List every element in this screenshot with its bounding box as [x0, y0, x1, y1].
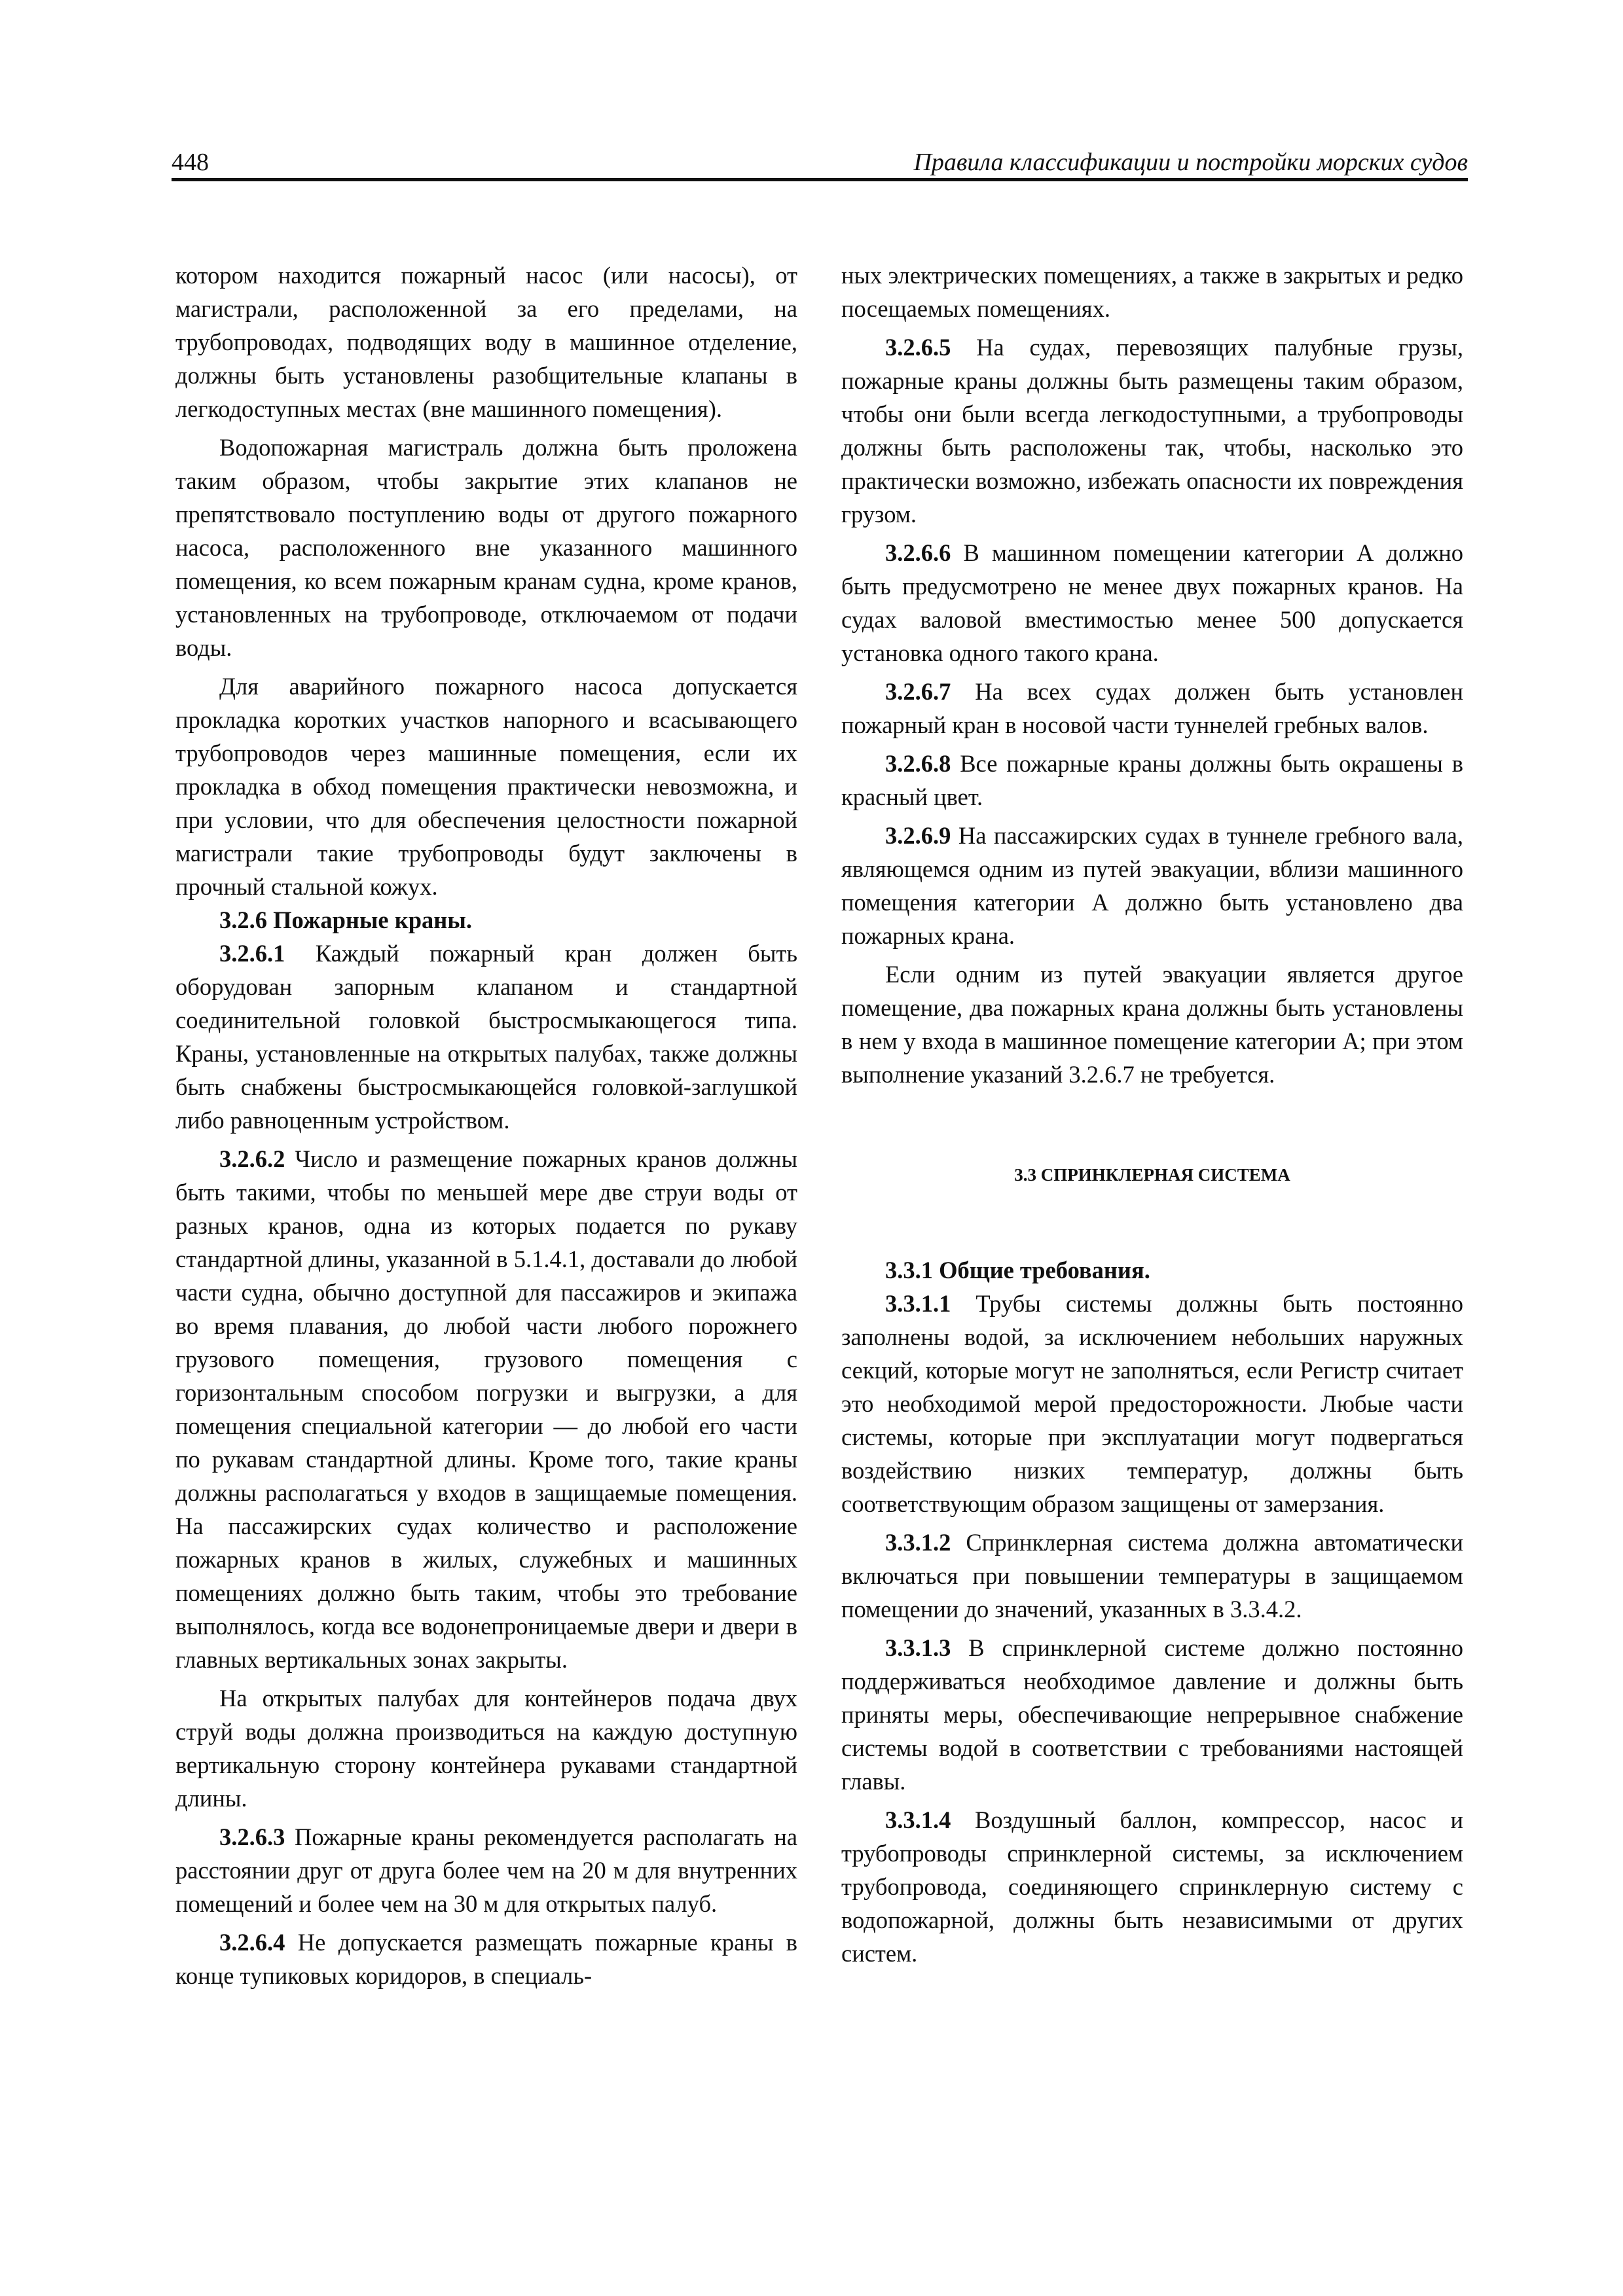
clause-3-2-6-6 — [841, 536, 1463, 670]
clause-number: 3.2.6.9 — [885, 822, 951, 849]
running-title: Правила классификации и постройки морских судов — [913, 149, 1468, 176]
right-column — [841, 259, 1463, 1970]
clause-3-2-6-2 — [175, 1142, 797, 1676]
clause-3-3-1-4 — [841, 1803, 1463, 1970]
paragraph: котором находится пожарный насос (или насосы), от магистрали, расположенной за его пределами, на трубопроводах, подводящих воду в машинное отделение, должны быть установлены разобщительные клапаны в легкодоступных местах (вне машинного помещения). — [175, 262, 797, 422]
page-number: 448 — [172, 149, 209, 176]
clause-text: Спринклерная система должна автоматически включаться при повышении температуры в защищаемом помещении до значений, указанных в 3.3.4.2. — [841, 1529, 1463, 1623]
clause-number: 3.2.6.5 — [885, 334, 951, 361]
clause-number: 3.2.6.3 — [219, 1823, 285, 1850]
clause-number: 3.2.6.4 — [219, 1929, 285, 1956]
section-heading-3-2-6: 3.2.6 Пожарные краны. — [219, 906, 472, 933]
clause-3-2-6-7 — [841, 675, 1463, 742]
clause-number: 3.2.6.8 — [885, 750, 951, 777]
clause-text: Пожарные краны рекомендуется располагать на расстоянии друг от друга более чем на 20 м для внутренних помещений и более чем на 30 м для открытых палуб. — [175, 1823, 797, 1917]
clause-number: 3.3.1.4 — [885, 1806, 951, 1833]
clause-text: В спринклерной системе должно постоянно поддерживаться необходимое давление и должны быть приняты меры, обеспечивающие непрерывное снабжение системы водой в соответствии с требованиями настоящей главы. — [841, 1634, 1463, 1795]
paragraph: ных электрических помещениях, а также в закрытых и редко посещаемых помещениях. — [841, 262, 1463, 322]
clause-3-3-1-3 — [841, 1631, 1463, 1798]
header-rule — [172, 178, 1468, 181]
clause-number: 3.2.6.1 — [219, 940, 285, 967]
clause-text: На судах, перевозящих палубные грузы, пожарные краны должны быть размещены таким образом, чтобы они были всегда легкодоступными, а трубопроводы должны быть расположены так, чтобы, насколько это практически возможно, избежать опасности их повреждения грузом. — [841, 334, 1463, 528]
clause-text: В машинном помещении категории А должно быть предусмотрено не менее двух пожарных кранов. На судах валовой вместимостью менее 500 допускается установка одного такого крана. — [841, 539, 1463, 666]
clause-3-2-6-1 — [175, 937, 797, 1137]
clause-number: 3.3.1.2 — [885, 1529, 951, 1556]
clause-3-2-6-8 — [841, 747, 1463, 814]
clause-number: 3.2.6.2 — [219, 1145, 285, 1172]
clause-text: Число и размещение пожарных кранов должны быть такими, чтобы по меньшей мере две струи воды от разных кранов, одна из которых подается по рукаву стандартной длины, указанной в 5.1.4.1, доставали до любой части судна, обычно доступной для пассажиров и экипажа во время плавания, до любой части любого порожнего грузового помещения, грузового помещения с горизонтальным способом погрузки и выгрузки, а для помещения специальной категории — до любой его части по рукавам стандартной длины. Кроме того, такие краны должны располагаться у входов в защищаемые помещения. На пассажирских судах количество и расположение пожарных кранов в жилых, служебных и машинных помещениях должно быть таким, чтобы это требование выполнялось, когда все водонепроницаемые двери и двери в главных вертикальных зонах закрыты. — [175, 1145, 797, 1673]
section-title-3-3: 3.3 СПРИНКЛЕРНАЯ СИСТЕМА — [1014, 1165, 1290, 1185]
clause-3-2-6-5 — [841, 331, 1463, 531]
clause-text: Каждый пожарный кран должен быть оборудован запорным клапаном и стандартной соединительной головкой быстросмыкающегося типа. Краны, установленные на открытых палубах, также должны быть снабжены быстросмыкающейся головкой-заглушкой либо равноценным устройством. — [175, 940, 797, 1134]
clause-3-3-1-1 — [841, 1287, 1463, 1520]
clause-3-2-6-9 — [841, 819, 1463, 952]
section-heading-3-3-1: 3.3.1 Общие требования. — [885, 1257, 1150, 1283]
clause-3-3-1-2 — [841, 1526, 1463, 1626]
clause-text: Не допускается размещать пожарные краны в конце тупиковых коридоров, в специаль- — [175, 1929, 797, 1989]
page-header — [172, 145, 1468, 179]
clause-number: 3.3.1.3 — [885, 1634, 951, 1661]
clause-3-2-6-4 — [175, 1926, 797, 1992]
clause-text: На всех судах должен быть установлен пожарный кран в носовой части туннелей гребных валов. — [841, 678, 1463, 738]
paragraph: Для аварийного пожарного насоса допускается прокладка коротких участков напорного и всасывающего трубопроводов через машинные помещения, если их прокладка в обход помещения практически невозможна, и при условии, что для обеспечения целостности пожарной магистрали такие трубопроводы будут заключены в прочный стальной кожух. — [175, 673, 797, 900]
clause-text: Трубы системы должны быть постоянно заполнены водой, за исключением небольших наружных секций, которые могут не заполняться, если Регистр считает это необходимой мерой предосторожности. Любые части системы, которые при эксплуатации могут подвергаться воздействию низких температур, должны быть соответствующим образом защищены от замерзания. — [841, 1290, 1463, 1517]
paragraph: На открытых палубах для контейнеров подача двух струй воды должна производиться на каждую доступную вертикальную сторону контейнера рукавами стандартной длины. — [175, 1685, 797, 1812]
clause-number: 3.2.6.7 — [885, 678, 951, 705]
paragraph: Водопожарная магистраль должна быть проложена таким образом, чтобы закрытие этих клапанов не препятствовало поступлению воды от другого пожарного насоса, расположенного вне указанного машинного помещения, ко всем пожарным кранам судна, кроме кранов, установленных на трубопроводе, отключаемом от подачи воды. — [175, 434, 797, 661]
clause-3-2-6-3 — [175, 1820, 797, 1920]
clause-number: 3.2.6.6 — [885, 539, 951, 566]
paragraph: Если одним из путей эвакуации является другое помещение, два пожарных крана должны быть установлены в нем у входа в машинное помещение категории А; при этом выполнение указаний 3.2.6.7 не требуется. — [841, 961, 1463, 1088]
clause-number: 3.3.1.1 — [885, 1290, 951, 1317]
clause-text: На пассажирских судах в туннеле гребного вала, являющемся одним из путей эвакуации, вблизи машинного помещения категории А должно быть установлено два пожарных крана. — [841, 822, 1463, 949]
clause-text: Все пожарные краны должны быть окрашены в красный цвет. — [841, 750, 1463, 810]
left-column — [175, 259, 797, 1992]
clause-text: Воздушный баллон, компрессор, насос и трубопроводы спринклерной системы, за исключением трубопровода, соединяющего спринклерную систему с водопожарной, должны быть независимыми от других систем. — [841, 1806, 1463, 1967]
